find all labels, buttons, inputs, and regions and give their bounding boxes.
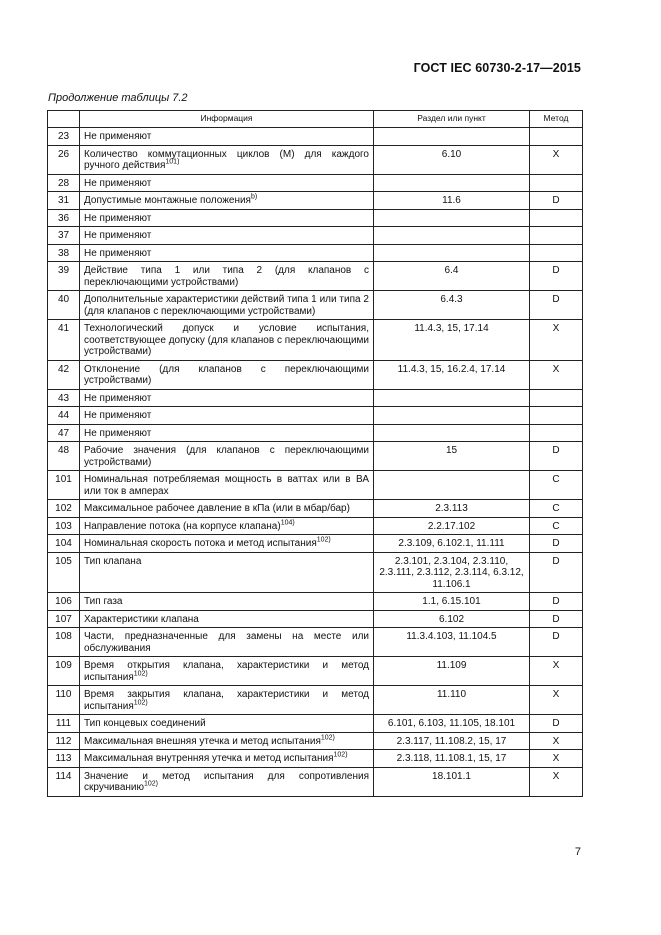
row-method: [530, 174, 583, 192]
information-text: Характеристики клапана: [84, 613, 199, 625]
row-number: 48: [48, 442, 80, 471]
table-row: [48, 227, 583, 245]
row-method: [530, 389, 583, 407]
row-information: [80, 192, 374, 210]
information-text: Отклонение (для клапанов с переключающими устройствами): [84, 363, 369, 386]
row-section: [374, 128, 530, 146]
row-information: [80, 471, 374, 500]
footnote-reference: 104): [280, 519, 295, 527]
row-information: [80, 209, 374, 227]
row-method: [530, 407, 583, 425]
information-text: Не применяют: [84, 427, 152, 439]
row-section: 11.4.3, 15, 17.14: [374, 320, 530, 361]
table-row: [48, 535, 583, 553]
row-number: 102: [48, 500, 80, 518]
information-text: Тип концевых соединений: [84, 718, 206, 729]
table-row: [48, 767, 583, 796]
table-row: [48, 407, 583, 425]
page-number: 7: [574, 846, 581, 858]
table-row: [48, 244, 583, 262]
table-row: [48, 174, 583, 192]
information-text: Не применяют: [84, 230, 152, 241]
row-method: C: [530, 471, 583, 500]
column-header-number: [48, 111, 80, 128]
table-body: [48, 128, 583, 797]
row-information: [80, 407, 374, 425]
row-number: 109: [48, 657, 80, 686]
table-row: [48, 657, 583, 686]
table-row: [48, 517, 583, 535]
row-method: [530, 227, 583, 245]
table-header-row: [48, 111, 583, 128]
row-number: 110: [48, 686, 80, 715]
information-text: Не применяют: [84, 392, 152, 404]
table-caption: Продолжение таблицы 7.2: [48, 92, 188, 104]
row-number: 111: [48, 715, 80, 733]
row-information: [80, 552, 374, 593]
row-information: [80, 128, 374, 146]
row-information: [80, 732, 374, 750]
row-number: 40: [48, 291, 80, 320]
table-row: [48, 192, 583, 210]
row-section: 11.3.4.103, 11.104.5: [374, 628, 530, 657]
row-method: C: [530, 500, 583, 518]
row-number: 114: [48, 767, 80, 796]
row-number: 103: [48, 517, 80, 535]
footnote-reference: 102): [316, 536, 331, 544]
row-section: 2.3.101, 2.3.104, 2.3.110, 2.3.111, 2.3.112, 2.3.114, 6.3.12, 11.106.1: [374, 552, 530, 593]
row-section: [374, 407, 530, 425]
row-information: [80, 389, 374, 407]
table-row: [48, 424, 583, 442]
row-section: [374, 209, 530, 227]
row-method: D: [530, 262, 583, 291]
row-number: 31: [48, 192, 80, 210]
row-section: 6.102: [374, 610, 530, 628]
information-text: Тип газа: [84, 596, 123, 607]
row-information: [80, 628, 374, 657]
footnote-reference: b): [250, 193, 258, 201]
row-section: [374, 244, 530, 262]
row-information: [80, 500, 374, 518]
row-information: [80, 424, 374, 442]
information-text: Не применяют: [84, 410, 152, 421]
row-section: [374, 389, 530, 407]
row-information: [80, 262, 374, 291]
row-method: [530, 244, 583, 262]
document-code: ГОСТ IEC 60730-2-17—2015: [413, 61, 581, 75]
row-section: 18.101.1: [374, 767, 530, 796]
row-method: X: [530, 732, 583, 750]
information-text: Дополнительные характеристики действий типа 1 или типа 2 (для клапанов с переключающими устройствами): [84, 294, 369, 317]
row-information: [80, 442, 374, 471]
information-text: Время закрытия клапана, характеристики и метод испытания: [84, 689, 369, 712]
information-text: Тип клапана: [84, 555, 142, 567]
row-section: 6.4.3: [374, 291, 530, 320]
row-number: 28: [48, 174, 80, 192]
row-section: 6.10: [374, 145, 530, 174]
row-method: X: [530, 360, 583, 389]
table-row: [48, 360, 583, 389]
information-text: Допустимые монтажные положения: [84, 195, 251, 206]
row-method: D: [530, 552, 583, 593]
table-row: [48, 552, 583, 593]
row-method: X: [530, 686, 583, 715]
row-section: 1.1, 6.15.101: [374, 593, 530, 611]
column-header-method: Метод: [530, 111, 583, 128]
row-section: 2.3.117, 11.108.2, 15, 17: [374, 732, 530, 750]
information-text: Не применяют: [84, 177, 152, 189]
information-text: Направление потока (на корпусе клапана): [84, 520, 281, 532]
information-text: Номинальная скорость потока и метод испытания: [84, 538, 317, 549]
table-row: [48, 128, 583, 146]
row-number: 26: [48, 145, 80, 174]
row-section: [374, 227, 530, 245]
row-method: [530, 424, 583, 442]
row-method: X: [530, 145, 583, 174]
footnote-reference: 102): [133, 670, 148, 678]
row-section: [374, 471, 530, 500]
row-method: C: [530, 517, 583, 535]
row-information: [80, 750, 374, 768]
row-number: 47: [48, 424, 80, 442]
information-text: Технологический допуск и условие испытания, соответствующее допуску (для клапанов с переключающими устройствами): [84, 323, 369, 357]
table-row: [48, 389, 583, 407]
row-information: [80, 535, 374, 553]
row-information: [80, 686, 374, 715]
row-method: D: [530, 610, 583, 628]
row-number: 39: [48, 262, 80, 291]
row-number: 38: [48, 244, 80, 262]
row-section: 11.110: [374, 686, 530, 715]
row-information: [80, 291, 374, 320]
information-text: Действие типа 1 или типа 2 (для клапанов с переключающими устройствами): [84, 265, 369, 288]
column-header-information: Информация: [80, 111, 374, 128]
footnote-reference: 102): [320, 734, 335, 742]
row-information: [80, 145, 374, 174]
row-information: [80, 320, 374, 361]
row-number: 113: [48, 750, 80, 768]
table-row: [48, 593, 583, 611]
row-number: 105: [48, 552, 80, 593]
information-text: Не применяют: [84, 247, 152, 259]
information-text: Максимальное рабочее давление в кПа (или в мбар/бар): [84, 503, 350, 514]
row-method: [530, 128, 583, 146]
row-section: 15: [374, 442, 530, 471]
table-row: [48, 715, 583, 733]
information-text: Максимальная внутренняя утечка и метод испытания: [84, 753, 334, 764]
information-text: Количество коммутационных циклов (М) для каждого ручного действия: [84, 148, 369, 171]
information-text: Максимальная внешняя утечка и метод испытания: [84, 735, 321, 747]
table-row: [48, 209, 583, 227]
row-section: 11.109: [374, 657, 530, 686]
footnote-reference: 101): [165, 158, 180, 166]
table-row: [48, 686, 583, 715]
table-row: [48, 732, 583, 750]
row-section: [374, 174, 530, 192]
row-method: [530, 209, 583, 227]
row-section: [374, 424, 530, 442]
row-information: [80, 715, 374, 733]
row-information: [80, 360, 374, 389]
row-information: [80, 174, 374, 192]
information-text: Не применяют: [84, 212, 152, 224]
row-method: D: [530, 715, 583, 733]
row-information: [80, 657, 374, 686]
row-number: 43: [48, 389, 80, 407]
row-section: 2.3.113: [374, 500, 530, 518]
row-number: 36: [48, 209, 80, 227]
row-number: 42: [48, 360, 80, 389]
row-section: 2.3.118, 11.108.1, 15, 17: [374, 750, 530, 768]
row-method: X: [530, 750, 583, 768]
row-method: D: [530, 628, 583, 657]
table-row: [48, 500, 583, 518]
row-method: D: [530, 291, 583, 320]
row-section: 6.101, 6.103, 11.105, 18.101: [374, 715, 530, 733]
table-row: [48, 262, 583, 291]
information-text: Не применяют: [84, 131, 152, 142]
row-method: X: [530, 767, 583, 796]
row-number: 44: [48, 407, 80, 425]
footnote-reference: 102): [333, 751, 348, 759]
column-header-section: Раздел или пункт: [374, 111, 530, 128]
row-number: 107: [48, 610, 80, 628]
row-information: [80, 767, 374, 796]
row-information: [80, 244, 374, 262]
row-number: 101: [48, 471, 80, 500]
row-information: [80, 610, 374, 628]
row-section: 2.2.17.102: [374, 517, 530, 535]
footnote-reference: 102): [133, 699, 148, 707]
table-row: [48, 145, 583, 174]
row-number: 108: [48, 628, 80, 657]
requirements-table: [47, 110, 583, 797]
table-row: [48, 628, 583, 657]
row-section: 11.4.3, 15, 16.2.4, 17.14: [374, 360, 530, 389]
row-method: D: [530, 535, 583, 553]
row-method: D: [530, 593, 583, 611]
table-row: [48, 610, 583, 628]
table-row: [48, 750, 583, 768]
row-number: 106: [48, 593, 80, 611]
row-method: X: [530, 657, 583, 686]
footnote-reference: 102): [144, 780, 159, 788]
row-number: 112: [48, 732, 80, 750]
table-row: [48, 471, 583, 500]
table-row: [48, 320, 583, 361]
information-text: Номинальная потребляемая мощность в ваттах или в ВА или ток в амперах: [84, 474, 369, 497]
row-section: 2.3.109, 6.102.1, 11.111: [374, 535, 530, 553]
table-row: [48, 291, 583, 320]
information-text: Значение и метод испытания для сопротивления скручиванию: [84, 770, 369, 793]
row-method: X: [530, 320, 583, 361]
row-information: [80, 227, 374, 245]
row-section: 6.4: [374, 262, 530, 291]
row-number: 37: [48, 227, 80, 245]
row-number: 41: [48, 320, 80, 361]
table-row: [48, 442, 583, 471]
row-information: [80, 517, 374, 535]
row-section: 11.6: [374, 192, 530, 210]
row-method: D: [530, 192, 583, 210]
row-number: 104: [48, 535, 80, 553]
row-information: [80, 593, 374, 611]
information-text: Части, предназначенные для замены на месте или обслуживания: [84, 631, 369, 654]
information-text: Рабочие значения (для клапанов с переключающими устройствами): [84, 445, 369, 468]
row-method: D: [530, 442, 583, 471]
information-text: Время открытия клапана, характеристики и метод испытания: [84, 660, 369, 683]
row-number: 23: [48, 128, 80, 146]
